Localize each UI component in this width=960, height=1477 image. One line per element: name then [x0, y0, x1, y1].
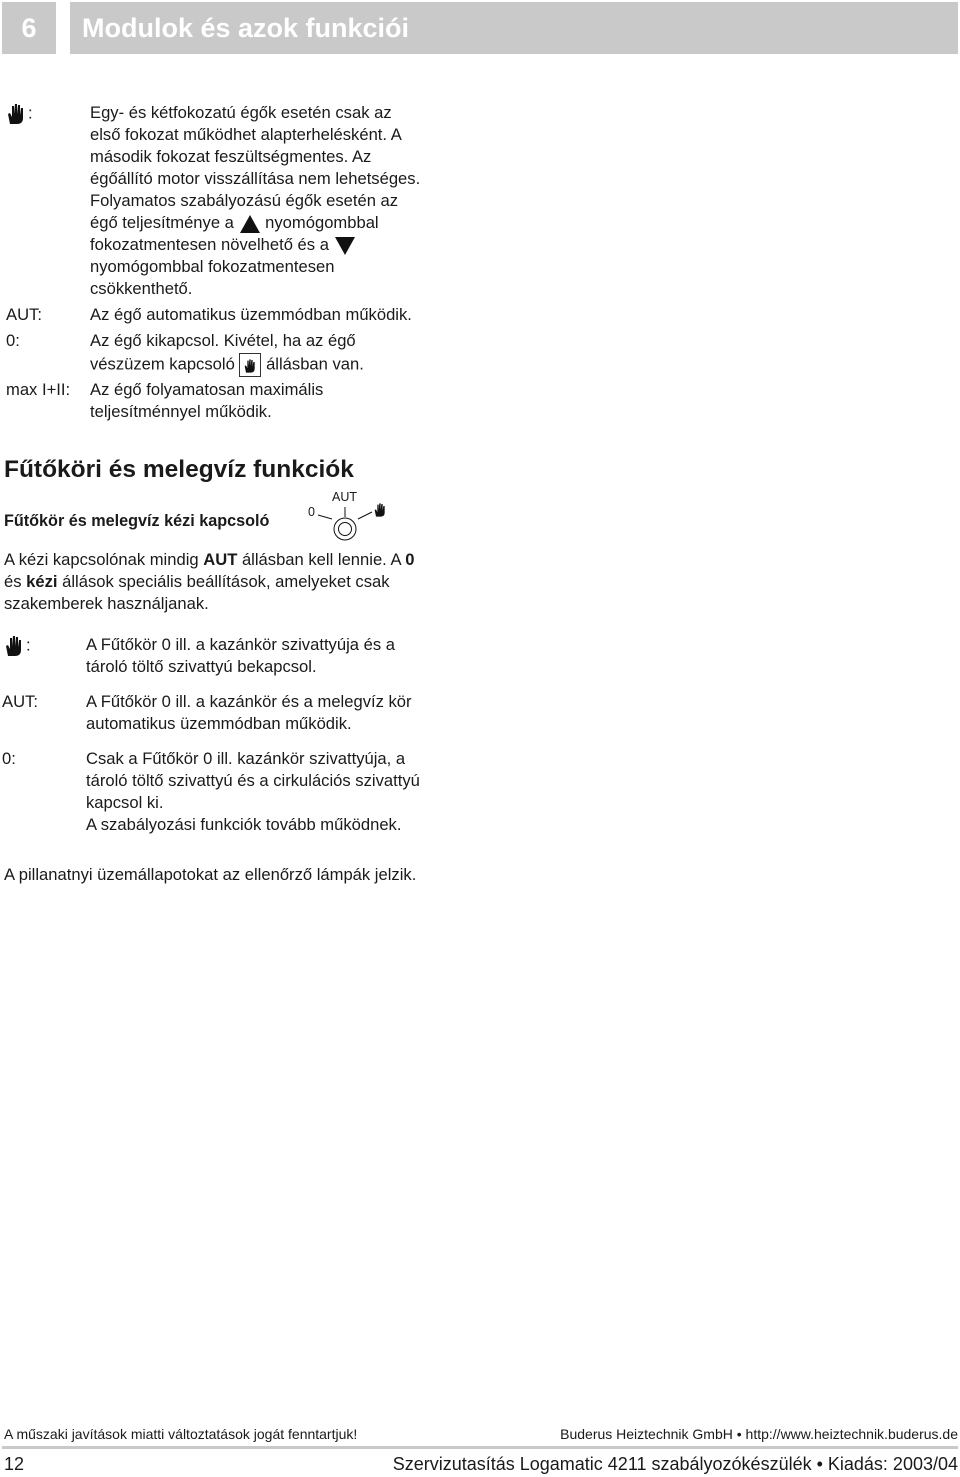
intro-line-3: szakemberek használjanak. [4, 594, 209, 613]
intro-line-2 [4, 571, 390, 593]
circuit-aut-label: AUT: [2, 692, 38, 711]
hand-colon: : [28, 103, 33, 123]
burner-max-line: Az égő folyamatosan maximális [90, 380, 324, 399]
hand-icon [372, 502, 388, 518]
burner-aut-label: AUT: [6, 305, 42, 324]
circuit-zero-line: A szabályozási funkciók tovább működnek. [86, 815, 402, 834]
intro-bold-manual: kézi [26, 572, 58, 591]
up-triangle-icon [239, 214, 261, 234]
footer-company: Buderus Heiztechnik GmbH • http://www.heiztechnik.buderus.de [560, 1426, 958, 1442]
burner-zero-line2 [90, 353, 364, 377]
page-number: 12 [4, 1454, 25, 1474]
intro-text: A kézi kapcsolónak mindig [4, 550, 204, 569]
chapter-title: Modulok és azok funkciói [70, 2, 958, 54]
hand-icon [2, 634, 26, 658]
circuit-aut-line: automatikus üzemmódban működik. [86, 714, 352, 733]
burner-zero-line: Az égő kikapcsol. Kivétel, ha az égő [90, 331, 356, 350]
intro-bold-aut: AUT [203, 550, 238, 569]
circuit-zero-line: tároló töltő szivattyú és a cirkulációs szivattyú [86, 771, 420, 790]
circuit-hand-line: tároló töltő szivattyú bekapcsol. [86, 657, 317, 676]
hand-icon [242, 357, 258, 375]
closing-text: A pillanatnyi üzemállapotokat az ellenőrző lámpák jelzik. [4, 865, 417, 884]
switch-heading: Fűtőkör és melegvíz kézi kapcsoló [4, 512, 270, 530]
intro-bold-zero: 0 [405, 550, 415, 569]
circuit-hand-label [2, 634, 31, 658]
burner-line-up [90, 212, 379, 234]
burner-line-up-tail: nyomógombbal [265, 213, 379, 232]
intro-text: állásban kell lennie. A [237, 550, 406, 569]
circuit-zero-line: kapcsol ki. [86, 793, 164, 812]
burner-hand-line: első fokozat működhet alapterhelésként. A [90, 125, 402, 144]
switch-aut-label: AUT [332, 490, 357, 504]
hand-icon [4, 102, 28, 126]
switch-zero-label: 0 [308, 505, 315, 519]
burner-max-label: max I+II: [6, 380, 71, 399]
hand-colon: : [26, 635, 31, 655]
section-heading: Fűtőköri és melegvíz funkciók [4, 456, 354, 483]
burner-hand-line: Egy- és kétfokozatú égők esetén csak az [90, 103, 392, 122]
document-title: Szervizutasítás Logamatic 4211 szabályozókészülék • Kiadás: 2003/04 [392, 1454, 958, 1474]
burner-zero-label: 0: [6, 331, 20, 350]
burner-zero-line2-tail: állásban van. [266, 354, 364, 374]
burner-aut-text: Az égő automatikus üzemmódban működik. [90, 305, 412, 324]
burner-hand-line: második fokozat feszültségmentes. Az [90, 147, 372, 166]
burner-line-down-text: fokozatmentesen növelhető és a [90, 235, 329, 254]
burner-line-down [90, 234, 356, 256]
burner-hand-tail: nyomógombbal fokozatmentesen [90, 257, 335, 276]
chapter-number: 6 [2, 2, 56, 54]
circuit-hand-line: A Fűtőkör 0 ill. a kazánkör szivattyúja és a [86, 635, 395, 654]
intro-line-1 [4, 549, 414, 571]
burner-zero-line2-text: vészüzem kapcsoló [90, 354, 235, 374]
circuit-aut-line: A Fűtőkör 0 ill. a kazánkör és a melegvíz kör [86, 692, 412, 711]
burner-line-up-text: égő teljesítménye a [90, 213, 234, 232]
burner-hand-label [4, 102, 33, 126]
burner-max-line: teljesítménnyel működik. [90, 402, 272, 421]
intro-text: állások speciális beállítások, amelyeket csak [57, 572, 390, 591]
down-triangle-icon [334, 236, 356, 256]
burner-hand-line: Folyamatos szabályozású égők esetén az [90, 191, 399, 210]
footer-divider [2, 1446, 958, 1449]
burner-hand-line: égőállító motor visszállítása nem lehetséges. [90, 169, 421, 188]
circuit-zero-label: 0: [2, 749, 16, 768]
footer-legal-note: A műszaki javítások miatti változtatások jogát fenntartjuk! [4, 1426, 358, 1442]
manual-switch-diagram [306, 488, 396, 546]
burner-hand-tail: csökkenthető. [90, 279, 193, 298]
circuit-zero-line: Csak a Fűtőkör 0 ill. kazánkör szivattyúja, a [86, 749, 406, 768]
hand-switch-box [239, 353, 261, 377]
intro-text: és [4, 572, 27, 591]
